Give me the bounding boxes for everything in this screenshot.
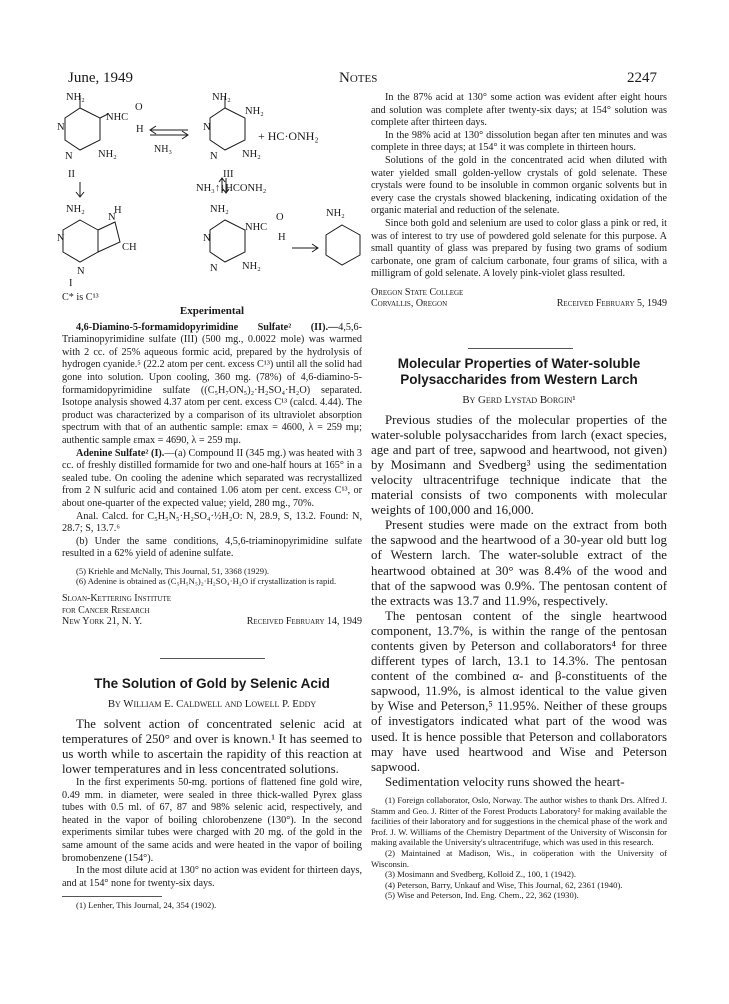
- gold-experiments: In the first experiments 50-mg. portions of flattened fine gold wire, 0.49 mm. in diameter, were sealed in three thick-walled Pyrex glass tubes with 0.5 ml. of 67, 87 and 98% selenic acid, respectively, and heated in the vapor of boiling chlorobenzene (130°). In the second experiments similar tubes were charged with 20 mg. of the gold in the same amount of the same acids and were heated in the vapor of boiling bromobenzene (154°).: [62, 776, 362, 864]
- larch-footnote-1: (1) Foreign collaborator, Oslo, Norway. The author wishes to thank Drs. Alfred J. Stamm and Geo. J. Ritter of the Forest Products Laboratory² for making available the facilities of their laboratory and for suggestions in the chemical phase of the work and Prof. J. W. Williams of the Chemistry Department of the University of Wisconsin for making available the University's ultracentrifuge, which was used in this research.: [371, 794, 667, 848]
- compound-i-label: I: [69, 278, 73, 289]
- hydrogen-label: H: [114, 205, 122, 216]
- gold-selenate-text: Solutions of the gold in the concentrated acid when diluted with water yielded small golden-yellow crystals of gold selenate. These crystals were found to be insoluble in common organic solvents but in every case the crystals showed blackening, indicating oxidation of the organic material and reduction of the selenate.: [371, 154, 667, 217]
- ring-n-label: N: [203, 122, 211, 133]
- ring-n-label: N: [77, 266, 85, 277]
- larch-article-author: By Gerd Lystad Borgin¹: [462, 394, 576, 406]
- amino-label: NH₂: [326, 208, 345, 219]
- larch-paragraph-3: The pentosan content of the single heartwood component, 13.7%, is within the range of the pentosan contents given by Peterson and collaborators⁴ for three different types of larch, 13.1 to 14.3%. The pentosan content of the combined α- and β-constituents of the sapwood, 11.9%, is almost identical to the value given by Wise and Peterson,⁵ 11.95%. Neither of these groups of investigators indicated what part of the wood was used. It is hence possible that Peterson and collaborators may have used heartwood and Wise and Peterson sapwood.: [371, 608, 667, 774]
- amino-label: NH₂: [212, 92, 231, 103]
- amino-label: NH₂: [66, 92, 85, 103]
- hydrogen-label: H: [278, 232, 286, 243]
- formamido-label: NHC: [245, 222, 268, 233]
- ring-n-label: N: [57, 233, 65, 244]
- gold-article-title: The Solution of Gold by Selenic Acid: [94, 676, 330, 691]
- footnote-5: (5) Kriehle and McNally, This Journal, 51, 3368 (1929).: [76, 565, 270, 576]
- ammonia-label: NH₃: [154, 144, 172, 155]
- amino-label: NH₂: [98, 149, 117, 160]
- received-date: Received February 14, 1949: [246, 616, 362, 628]
- larch-paragraph-1: Previous studies of the molecular properties of the water-soluble polysaccharides from larch (exact species, age and part of tree, sapwood and heartwood, not given) by Mosimann and Svedberg³ using the sedimentation velocity ultracentrifuge technique indicate that the material consists of two components with molecular weights of 100,000 and 16,000.: [371, 412, 667, 518]
- institution-city: New York 21, N. Y.: [62, 616, 143, 628]
- larch-footnote-3: (3) Mosimann and Svedberg, Kolloid Z., 100, 1 (1942).: [385, 869, 577, 880]
- procedure-b-text: (b) Under the same conditions, 4,5,6-triaminopyrimidine sulfate resulted in a 62% yield of adenine sulfate.: [62, 535, 362, 560]
- amino-label: NH₂: [242, 149, 261, 160]
- gold-intro: The solvent action of concentrated selenic acid at temperatures of 250° and over is known.¹ It has seemed to us worth while to ascertain the rapidity of this reaction at lower temperatures and in less concentrated solutions.: [62, 716, 362, 776]
- amino-label: NH₂: [66, 204, 85, 215]
- gold-article: [62, 676, 362, 911]
- gold-received-date: Received February 5, 1949: [556, 298, 667, 310]
- experimental-section: [62, 305, 362, 628]
- experimental-heading: Experimental: [179, 305, 245, 317]
- reaction-scheme: [57, 90, 360, 298]
- ch-label: CH: [122, 242, 137, 253]
- ring-n-label: N: [203, 233, 211, 244]
- oxygen-label: O: [276, 212, 284, 223]
- page-number: 2247: [627, 70, 657, 86]
- gold-article-authors: By William E. Caldwell and Lowell P. Eddy: [107, 698, 317, 710]
- formamide-equilibrium-label: NH₃↑↓HCONH₂: [196, 183, 267, 194]
- running-header-section: Notes: [339, 70, 378, 86]
- larch-footnote-5: (5) Wise and Peterson, Ind. Eng. Chem., 22, 362 (1930).: [385, 890, 579, 901]
- gold-city: Corvallis, Oregon: [371, 298, 448, 310]
- ring-n-label: N: [65, 151, 73, 162]
- isotope-footnote: C* is C¹³: [62, 292, 99, 303]
- larch-article: [371, 356, 667, 901]
- running-header-date: June, 1949: [68, 70, 133, 86]
- larch-footnote-4: (4) Peterson, Barry, Unkauf and Wise, This Journal, 62, 2361 (1940).: [385, 879, 623, 890]
- larch-paragraph-4: Sedimentation velocity runs showed the heart-: [385, 774, 625, 789]
- compound-iii-label: III: [223, 169, 234, 180]
- gold-institution: Oregon State College: [371, 286, 464, 298]
- section-divider: [160, 658, 265, 659]
- compound-ii-text: 4,5,6-Triaminopyrimidine sulfate (III) (500 mg., 0.0022 mole) was warmed with 2 cc. of 25% aqueous formic acid, prepared by the hydrolysis of hydrogen cyanide.⁵ (22.2 atom per cent. excess C¹³) until all the solid had gone into solution. Upon cooling, 360 mg. (78%) of 4,6-diamino-5-formamidopyrimidine sulfate ((C₅H₇ON₅)₂·H₂SO₄·H₂O) separated. Isotope analysis showed 4.37 atom per cent. excess C¹³ (calcd. 4.44). The product was characterized by a comparison of its ultraviolet absorption spectrum with that of an authentic sample: εmax = 4600, λ = 259 mμ; authentic sample εmax = 4690, λ = 259 mμ.: [62, 321, 362, 446]
- larch-footnote-2: (2) Maintained at Madison, Wis., in coöperation with the University of Wisconsin.: [371, 847, 667, 869]
- adenine-text: —(a) Compound II (345 mg.) was heated with 3 cc. of freshly distilled formamide for two and one-half hours at 165° in a sealed tube. On cooling the adenine which separated was recrystallized from 2 N sulfuric acid and contained 1.06 atom per cent. excess C¹³, or about one-quarter of the expected value; yield, 280 mg., 70%.: [62, 447, 362, 509]
- larch-article-title: Molecular Properties of Water-soluble Polysaccharides from Western Larch: [397, 356, 641, 387]
- larch-paragraph-2: Present studies were made on the extract from both the sapwood and the heartwood of a 30-year old butt log of Western larch. The water-soluble extract of the heartwood obtained at 30° was 8.4% of the wood and that of the sapwood was 0.9%. The pentosan content of the extracts was 13.7 and 11.9%, respectively.: [371, 518, 667, 608]
- gold-dilute-result: In the most dilute acid at 130° no action was evident for thirteen days, and at 154° none for twenty-six days.: [62, 865, 362, 889]
- ring-n-label: N: [57, 122, 65, 133]
- section-divider: [468, 348, 573, 349]
- glass-color-text: Since both gold and selenium are used to color glass a pink or red, it was of interest to try use of powdered gold selenate for this purpose. A small quantity of glass was prepared by fusing two grams of sodium carbonate, one gram of calcium carbonate, four grams of silica, with a milligram of gold selenate. A lovely pink-violet glass resulted.: [371, 217, 667, 280]
- gold-87-result: In the 87% acid at 130° some action was evident after eight hours and solution was complete after twenty-six days; at 154° solution was complete after thirteen days.: [371, 92, 667, 129]
- compound-ii-label: II: [68, 169, 75, 180]
- gold-article-continued: [371, 92, 667, 310]
- amino-label: NH₂: [245, 106, 264, 117]
- formamido-label: NHC: [106, 112, 129, 123]
- compound-ii-heading: 4,6-Diamino-5-formamidopyrimidine Sulfate² (II).—: [76, 321, 339, 333]
- amino-label: NH₂: [210, 204, 229, 215]
- ring-n-label: N: [210, 263, 218, 274]
- adenine-heading: Adenine Sulfate² (I).: [76, 447, 165, 459]
- ring-n-label: N: [210, 151, 218, 162]
- hydrogen-label: H: [136, 124, 144, 135]
- ring-n-label: N: [108, 212, 116, 223]
- oxygen-label: O: [135, 102, 143, 113]
- institution-dept: for Cancer Research: [62, 604, 150, 616]
- footnote-6: (6) Adenine is obtained as (C₅H₅N₅)₂·H₂SO₄·H₂O if crystallization is rapid.: [76, 576, 337, 587]
- analysis-text: Anal. Calcd. for C₅H₅N₅·H₂SO₄·½H₂O: N, 28.9, S, 13.2. Found: N, 28.7; S, 13.7.⁶: [62, 510, 362, 535]
- formamide-reagent-label: + HC·ONH₂: [258, 129, 319, 143]
- gold-98-result: In the 98% acid at 130° dissolution began after ten minutes and was complete in three days; at 154° it was complete in thirteen hours.: [371, 129, 667, 154]
- gold-footnote-1: (1) Lenher, This Journal, 24, 354 (1902).: [76, 900, 217, 911]
- institution-name: Sloan-Kettering Institute: [62, 593, 172, 605]
- amino-label: NH₂: [242, 261, 261, 272]
